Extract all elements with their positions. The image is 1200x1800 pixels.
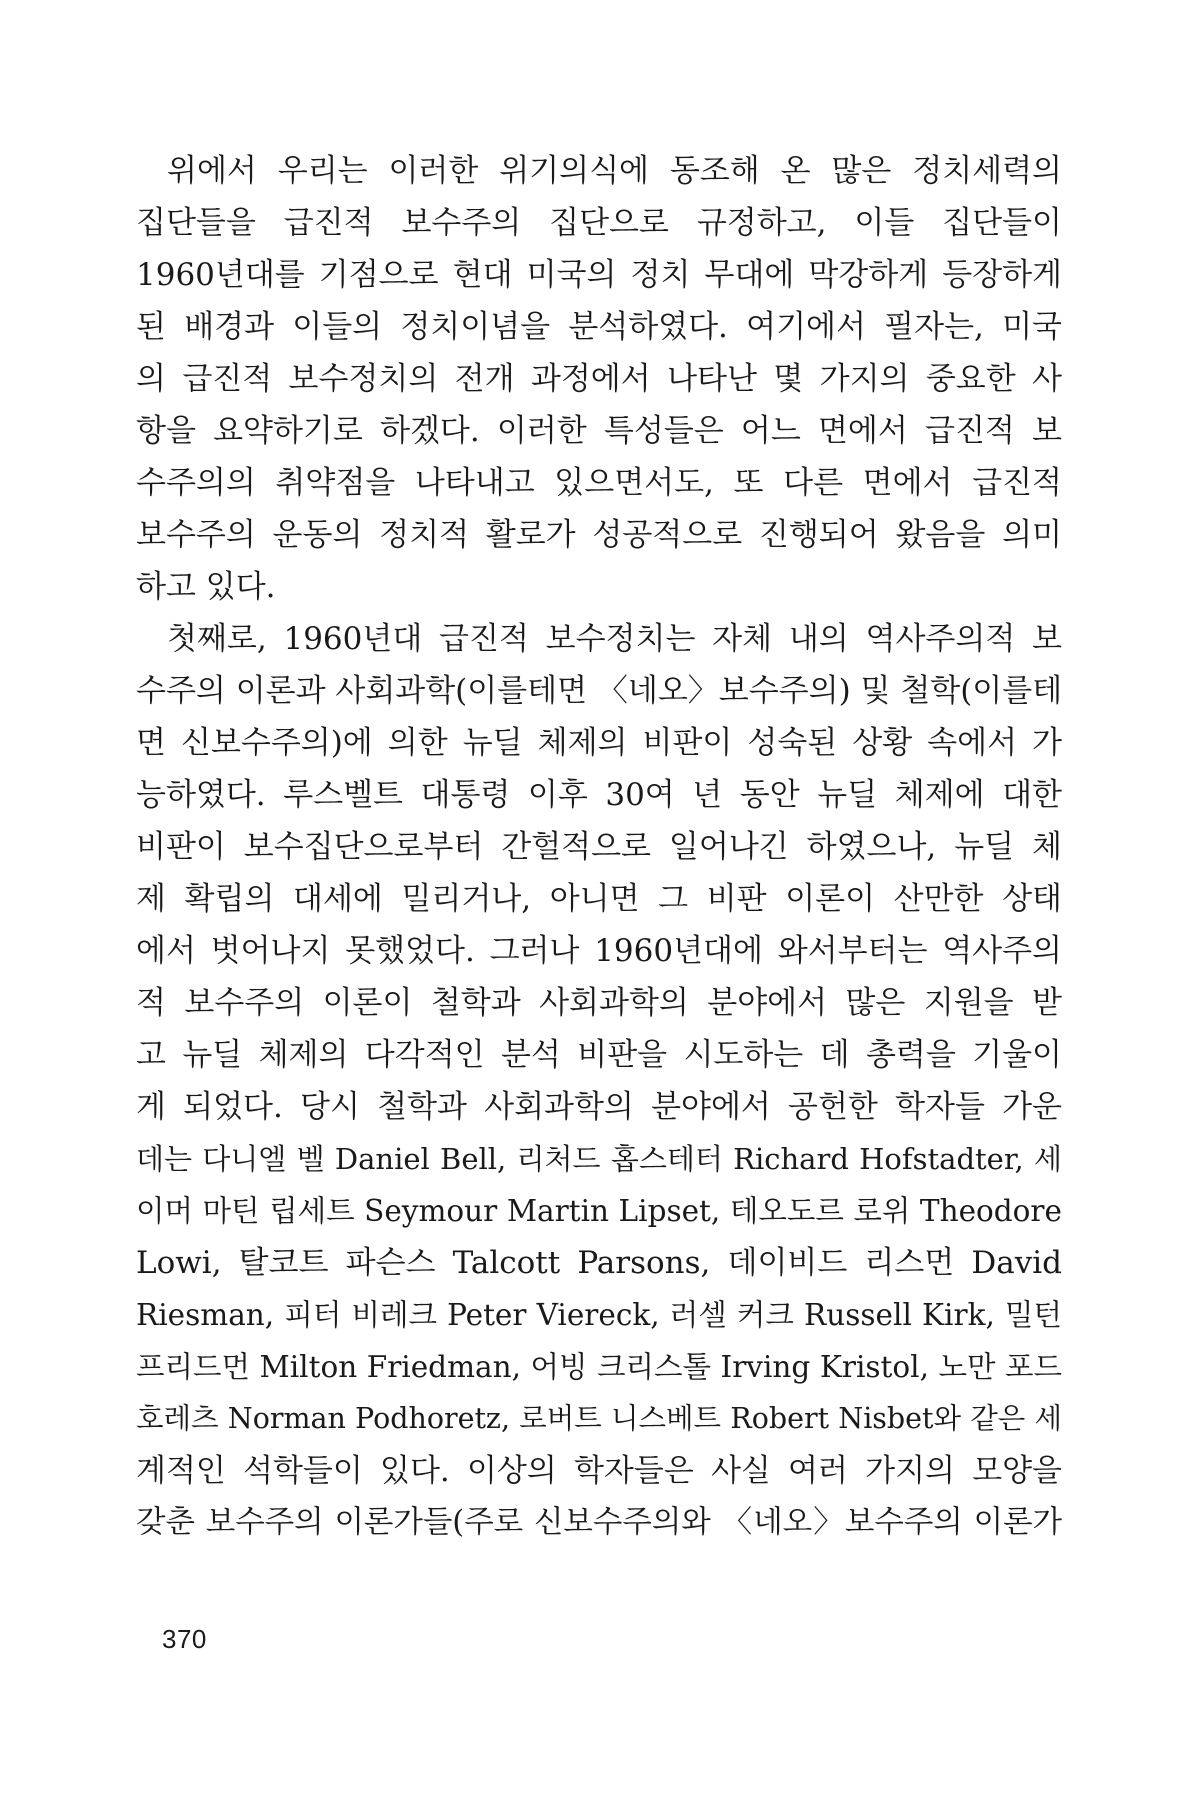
body-text — [136, 145, 1062, 1549]
text-line: 집단들을 급진적 보수주의 집단으로 규정하고, 이들 집단들이 — [136, 205, 1062, 241]
text-line: 된 배경과 이들의 정치이념을 분석하였다. 여기에서 필자는, 미국 — [136, 309, 1062, 345]
text-line: 비판이 보수집단으로부터 간헐적으로 일어나긴 하였으나, 뉴딜 체 — [136, 829, 1062, 865]
paragraph-2 — [136, 613, 1062, 1549]
text-line: 1960년대를 기점으로 현대 미국의 정치 무대에 막강하게 등장하게 — [136, 257, 1062, 293]
text-line: 능하였다. 루스벨트 대통령 이후 30여 년 동안 뉴딜 체제에 대한 — [136, 777, 1062, 813]
text-line: 위에서 우리는 이러한 위기의식에 동조해 온 많은 정치세력의 — [167, 153, 1062, 189]
text-line: 수주의 이론과 사회과학(이를테면 〈네오〉보수주의) 및 철학(이를테 — [136, 673, 1063, 709]
text-line: 항을 요약하기로 하겠다. 이러한 특성들은 어느 면에서 급진적 보 — [136, 413, 1062, 449]
text-line: 프리드먼 Milton Friedman, 어빙 크리스톨 Irving Kristol, 노만 포드 — [136, 1350, 1062, 1384]
text-line: 게 되었다. 당시 철학과 사회과학의 분야에서 공헌한 학자들 가운 — [136, 1089, 1062, 1125]
text-line: 갖춘 보수주의 이론가들(주로 신보수주의와 〈네오〉보수주의 이론가 — [136, 1505, 1062, 1540]
text-line: 하고 있다. — [136, 569, 276, 605]
text-line: 이머 마틴 립세트 Seymour Martin Lipset, 테오도르 로위 Theodore — [136, 1194, 1062, 1228]
text-line: 제 확립의 대세에 밀리거나, 아니면 그 비판 이론이 산만한 상태 — [136, 881, 1062, 917]
text-line: 고 뉴딜 체제의 다각적인 분석 비판을 시도하는 데 총력을 기울이 — [136, 1037, 1062, 1073]
page-number: 370 — [162, 1624, 207, 1654]
text-line: 적 보수주의 이론이 철학과 사회과학의 분야에서 많은 지원을 받 — [136, 985, 1062, 1021]
text-line: Riesman, 피터 비레크 Peter Viereck, 러셀 커크 Russell Kirk, 밀턴 — [136, 1298, 1062, 1332]
text-line: Lowi, 탈코트 파슨스 Talcott Parsons, 데이비드 리스먼 David — [136, 1245, 1062, 1281]
text-line: 호레츠 Norman Podhoretz, 로버트 니스베트 Robert Nisbet와 같은 세 — [136, 1402, 1062, 1435]
text-line: 면 신보수주의)에 의한 뉴딜 체제의 비판이 성숙된 상황 속에서 가 — [136, 725, 1062, 761]
text-line: 의 급진적 보수정치의 전개 과정에서 나타난 몇 가지의 중요한 사 — [136, 361, 1062, 397]
text-line: 보수주의 운동의 정치적 활로가 성공적으로 진행되어 왔음을 의미 — [136, 517, 1062, 553]
text-line: 에서 벗어나지 못했었다. 그러나 1960년대에 와서부터는 역사주의 — [136, 933, 1062, 969]
paragraph-1 — [136, 145, 1062, 613]
text-line: 데는 다니엘 벨 Daniel Bell, 리처드 홉스테터 Richard Hofstadter, 세 — [136, 1142, 1062, 1176]
text-line: 수주의의 취약점을 나타내고 있으면서도, 또 다른 면에서 급진적 — [136, 465, 1062, 501]
text-line: 계적인 석학들이 있다. 이상의 학자들은 사실 여러 가지의 모양을 — [136, 1453, 1062, 1489]
text-line: 첫째로, 1960년대 급진적 보수정치는 자체 내의 역사주의적 보 — [167, 621, 1062, 657]
